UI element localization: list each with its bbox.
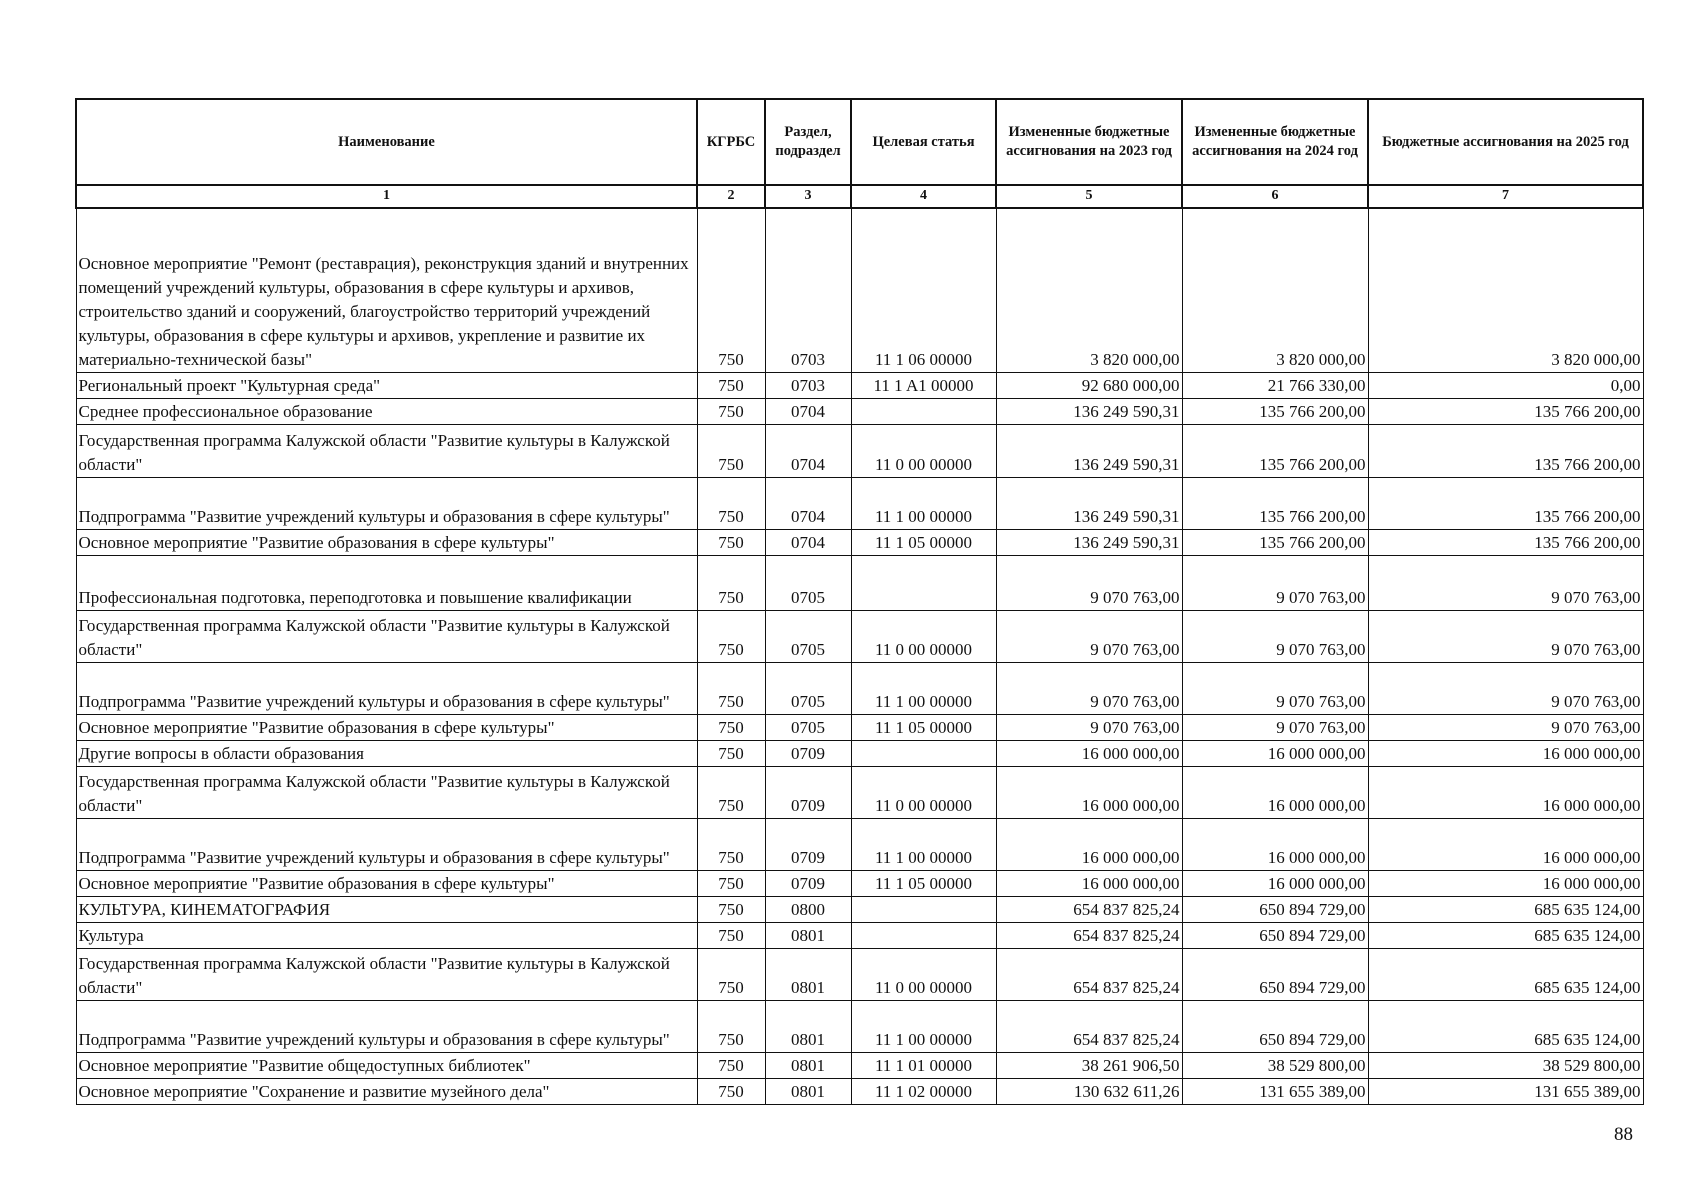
cell-name: Государственная программа Калужской области "Развитие культуры в Калужской области" <box>76 766 697 818</box>
column-number-row <box>76 185 1643 208</box>
cell-kgrbs: 750 <box>697 1078 765 1104</box>
cell-2025: 131 655 389,00 <box>1368 1078 1643 1104</box>
cell-2024: 3 820 000,00 <box>1182 208 1368 372</box>
table-body <box>76 208 1643 1104</box>
table-row <box>76 766 1643 818</box>
cell-2023: 9 070 763,00 <box>996 555 1182 610</box>
table-row <box>76 1078 1643 1104</box>
cell-2023: 92 680 000,00 <box>996 372 1182 398</box>
cell-2023: 9 070 763,00 <box>996 714 1182 740</box>
cell-2024: 135 766 200,00 <box>1182 477 1368 529</box>
cell-target: 11 1 05 00000 <box>851 529 996 555</box>
cell-name: Подпрограмма "Развитие учреждений культуры и образования в сфере культуры" <box>76 662 697 714</box>
cell-section: 0705 <box>765 662 851 714</box>
header-2023: Измененные бюджетные ассигнования на 2023 год <box>996 99 1182 185</box>
cell-kgrbs: 750 <box>697 208 765 372</box>
cell-target: 11 0 00 00000 <box>851 766 996 818</box>
cell-2025: 135 766 200,00 <box>1368 424 1643 477</box>
header-2025: Бюджетные ассигнования на 2025 год <box>1368 99 1643 185</box>
cell-target: 11 1 00 00000 <box>851 818 996 870</box>
cell-name: КУЛЬТУРА, КИНЕМАТОГРАФИЯ <box>76 896 697 922</box>
cell-target <box>851 740 996 766</box>
cell-target: 11 0 00 00000 <box>851 610 996 662</box>
cell-target: 11 1 A1 00000 <box>851 372 996 398</box>
cell-2023: 136 249 590,31 <box>996 529 1182 555</box>
column-number: 3 <box>765 185 851 208</box>
cell-name: Культура <box>76 922 697 948</box>
column-number: 5 <box>996 185 1182 208</box>
cell-section: 0704 <box>765 424 851 477</box>
cell-section: 0709 <box>765 766 851 818</box>
cell-2023: 136 249 590,31 <box>996 398 1182 424</box>
cell-name: Государственная программа Калужской области "Развитие культуры в Калужской области" <box>76 610 697 662</box>
cell-2025: 16 000 000,00 <box>1368 740 1643 766</box>
cell-kgrbs: 750 <box>697 714 765 740</box>
cell-target: 11 1 01 00000 <box>851 1052 996 1078</box>
cell-name: Среднее профессиональное образование <box>76 398 697 424</box>
cell-name: Другие вопросы в области образования <box>76 740 697 766</box>
cell-section: 0705 <box>765 714 851 740</box>
cell-name: Государственная программа Калужской области "Развитие культуры в Калужской области" <box>76 948 697 1000</box>
cell-name: Региональный проект "Культурная среда" <box>76 372 697 398</box>
cell-2024: 16 000 000,00 <box>1182 818 1368 870</box>
cell-section: 0704 <box>765 398 851 424</box>
cell-2023: 9 070 763,00 <box>996 610 1182 662</box>
cell-section: 0801 <box>765 922 851 948</box>
page-number: 88 <box>1614 1124 1633 1145</box>
header-target: Целевая статья <box>851 99 996 185</box>
cell-kgrbs: 750 <box>697 1000 765 1052</box>
cell-section: 0704 <box>765 529 851 555</box>
cell-2024: 135 766 200,00 <box>1182 529 1368 555</box>
cell-2025: 38 529 800,00 <box>1368 1052 1643 1078</box>
cell-target <box>851 922 996 948</box>
table-row <box>76 896 1643 922</box>
table-row <box>76 610 1643 662</box>
cell-2025: 685 635 124,00 <box>1368 1000 1643 1052</box>
cell-2023: 16 000 000,00 <box>996 870 1182 896</box>
cell-2024: 9 070 763,00 <box>1182 662 1368 714</box>
cell-target: 11 1 05 00000 <box>851 870 996 896</box>
cell-kgrbs: 750 <box>697 555 765 610</box>
cell-kgrbs: 750 <box>697 398 765 424</box>
cell-kgrbs: 750 <box>697 424 765 477</box>
column-number: 1 <box>76 185 697 208</box>
cell-kgrbs: 750 <box>697 896 765 922</box>
cell-kgrbs: 750 <box>697 372 765 398</box>
cell-target: 11 1 00 00000 <box>851 477 996 529</box>
cell-name: Основное мероприятие "Сохранение и развитие музейного дела" <box>76 1078 697 1104</box>
cell-section: 0704 <box>765 477 851 529</box>
cell-2023: 136 249 590,31 <box>996 477 1182 529</box>
cell-target: 11 1 00 00000 <box>851 662 996 714</box>
table-row <box>76 477 1643 529</box>
cell-target: 11 0 00 00000 <box>851 424 996 477</box>
table-row <box>76 662 1643 714</box>
cell-target: 11 1 00 00000 <box>851 1000 996 1052</box>
cell-2024: 131 655 389,00 <box>1182 1078 1368 1104</box>
cell-kgrbs: 750 <box>697 610 765 662</box>
table-row <box>76 372 1643 398</box>
cell-2024: 9 070 763,00 <box>1182 555 1368 610</box>
header-kgrbs: КГРБС <box>697 99 765 185</box>
cell-target: 11 0 00 00000 <box>851 948 996 1000</box>
table-row <box>76 818 1643 870</box>
cell-2023: 654 837 825,24 <box>996 896 1182 922</box>
cell-section: 0709 <box>765 740 851 766</box>
cell-2025: 9 070 763,00 <box>1368 714 1643 740</box>
table-row <box>76 529 1643 555</box>
cell-2023: 654 837 825,24 <box>996 922 1182 948</box>
cell-2025: 3 820 000,00 <box>1368 208 1643 372</box>
cell-2023: 130 632 611,26 <box>996 1078 1182 1104</box>
cell-2023: 16 000 000,00 <box>996 740 1182 766</box>
cell-kgrbs: 750 <box>697 1052 765 1078</box>
cell-name: Основное мероприятие "Ремонт (реставрация), реконструкция зданий и внутренних помещений учреждений культуры, образования в сфере культуры и архивов, строительство зданий и сооружений, благоустройство территорий учреждений культуры, образования в сфере культуры и архивов, укрепление и развитие их материально-технической базы" <box>76 208 697 372</box>
cell-section: 0709 <box>765 818 851 870</box>
cell-2025: 685 635 124,00 <box>1368 896 1643 922</box>
cell-kgrbs: 750 <box>697 870 765 896</box>
cell-name: Основное мероприятие "Развитие образования в сфере культуры" <box>76 714 697 740</box>
table-row <box>76 740 1643 766</box>
cell-section: 0801 <box>765 1052 851 1078</box>
cell-2024: 16 000 000,00 <box>1182 870 1368 896</box>
table-row <box>76 208 1643 372</box>
table-row <box>76 948 1643 1000</box>
cell-2025: 16 000 000,00 <box>1368 818 1643 870</box>
cell-name: Основное мероприятие "Развитие общедоступных библиотек" <box>76 1052 697 1078</box>
column-number: 2 <box>697 185 765 208</box>
cell-kgrbs: 750 <box>697 662 765 714</box>
cell-name: Подпрограмма "Развитие учреждений культуры и образования в сфере культуры" <box>76 477 697 529</box>
column-number: 4 <box>851 185 996 208</box>
table-row <box>76 870 1643 896</box>
cell-kgrbs: 750 <box>697 740 765 766</box>
cell-kgrbs: 750 <box>697 477 765 529</box>
cell-section: 0801 <box>765 1000 851 1052</box>
cell-target <box>851 398 996 424</box>
cell-2023: 38 261 906,50 <box>996 1052 1182 1078</box>
cell-name: Подпрограмма "Развитие учреждений культуры и образования в сфере культуры" <box>76 818 697 870</box>
cell-2025: 9 070 763,00 <box>1368 555 1643 610</box>
header-2024: Измененные бюджетные ассигнования на 2024 год <box>1182 99 1368 185</box>
table-row <box>76 398 1643 424</box>
cell-2023: 9 070 763,00 <box>996 662 1182 714</box>
cell-2023: 136 249 590,31 <box>996 424 1182 477</box>
header-row <box>76 99 1643 185</box>
cell-2024: 135 766 200,00 <box>1182 424 1368 477</box>
cell-name: Основное мероприятие "Развитие образования в сфере культуры" <box>76 870 697 896</box>
cell-2025: 9 070 763,00 <box>1368 662 1643 714</box>
cell-section: 0801 <box>765 1078 851 1104</box>
cell-section: 0801 <box>765 948 851 1000</box>
cell-2025: 16 000 000,00 <box>1368 766 1643 818</box>
cell-2023: 16 000 000,00 <box>996 766 1182 818</box>
cell-kgrbs: 750 <box>697 529 765 555</box>
cell-section: 0703 <box>765 372 851 398</box>
cell-name: Профессиональная подготовка, переподготовка и повышение квалификации <box>76 555 697 610</box>
cell-target: 11 1 06 00000 <box>851 208 996 372</box>
cell-2024: 135 766 200,00 <box>1182 398 1368 424</box>
cell-section: 0703 <box>765 208 851 372</box>
cell-2024: 16 000 000,00 <box>1182 766 1368 818</box>
cell-2024: 9 070 763,00 <box>1182 714 1368 740</box>
cell-name: Государственная программа Калужской области "Развитие культуры в Калужской области" <box>76 424 697 477</box>
cell-section: 0709 <box>765 870 851 896</box>
cell-2024: 21 766 330,00 <box>1182 372 1368 398</box>
cell-name: Подпрограмма "Развитие учреждений культуры и образования в сфере культуры" <box>76 1000 697 1052</box>
cell-2025: 135 766 200,00 <box>1368 529 1643 555</box>
cell-2024: 16 000 000,00 <box>1182 740 1368 766</box>
cell-2025: 0,00 <box>1368 372 1643 398</box>
cell-kgrbs: 750 <box>697 818 765 870</box>
cell-name: Основное мероприятие "Развитие образования в сфере культуры" <box>76 529 697 555</box>
cell-target <box>851 555 996 610</box>
table-row <box>76 424 1643 477</box>
cell-section: 0800 <box>765 896 851 922</box>
header-section: Раздел, подраздел <box>765 99 851 185</box>
cell-2023: 654 837 825,24 <box>996 948 1182 1000</box>
cell-2025: 135 766 200,00 <box>1368 398 1643 424</box>
cell-section: 0705 <box>765 610 851 662</box>
cell-target: 11 1 02 00000 <box>851 1078 996 1104</box>
table-row <box>76 1000 1643 1052</box>
cell-target <box>851 896 996 922</box>
table-row <box>76 1052 1643 1078</box>
cell-section: 0705 <box>765 555 851 610</box>
cell-2025: 685 635 124,00 <box>1368 948 1643 1000</box>
cell-kgrbs: 750 <box>697 766 765 818</box>
cell-2024: 38 529 800,00 <box>1182 1052 1368 1078</box>
header-name: Наименование <box>76 99 697 185</box>
budget-table <box>75 98 1644 1105</box>
cell-2025: 16 000 000,00 <box>1368 870 1643 896</box>
cell-2024: 650 894 729,00 <box>1182 896 1368 922</box>
column-number: 6 <box>1182 185 1368 208</box>
table-row <box>76 714 1643 740</box>
cell-2023: 3 820 000,00 <box>996 208 1182 372</box>
table-row <box>76 555 1643 610</box>
cell-2024: 650 894 729,00 <box>1182 1000 1368 1052</box>
cell-kgrbs: 750 <box>697 922 765 948</box>
cell-2025: 9 070 763,00 <box>1368 610 1643 662</box>
cell-2025: 685 635 124,00 <box>1368 922 1643 948</box>
cell-2025: 135 766 200,00 <box>1368 477 1643 529</box>
cell-target: 11 1 05 00000 <box>851 714 996 740</box>
cell-2024: 650 894 729,00 <box>1182 922 1368 948</box>
cell-2023: 654 837 825,24 <box>996 1000 1182 1052</box>
column-number: 7 <box>1368 185 1643 208</box>
cell-2024: 650 894 729,00 <box>1182 948 1368 1000</box>
cell-kgrbs: 750 <box>697 948 765 1000</box>
table-row <box>76 922 1643 948</box>
cell-2023: 16 000 000,00 <box>996 818 1182 870</box>
cell-2024: 9 070 763,00 <box>1182 610 1368 662</box>
